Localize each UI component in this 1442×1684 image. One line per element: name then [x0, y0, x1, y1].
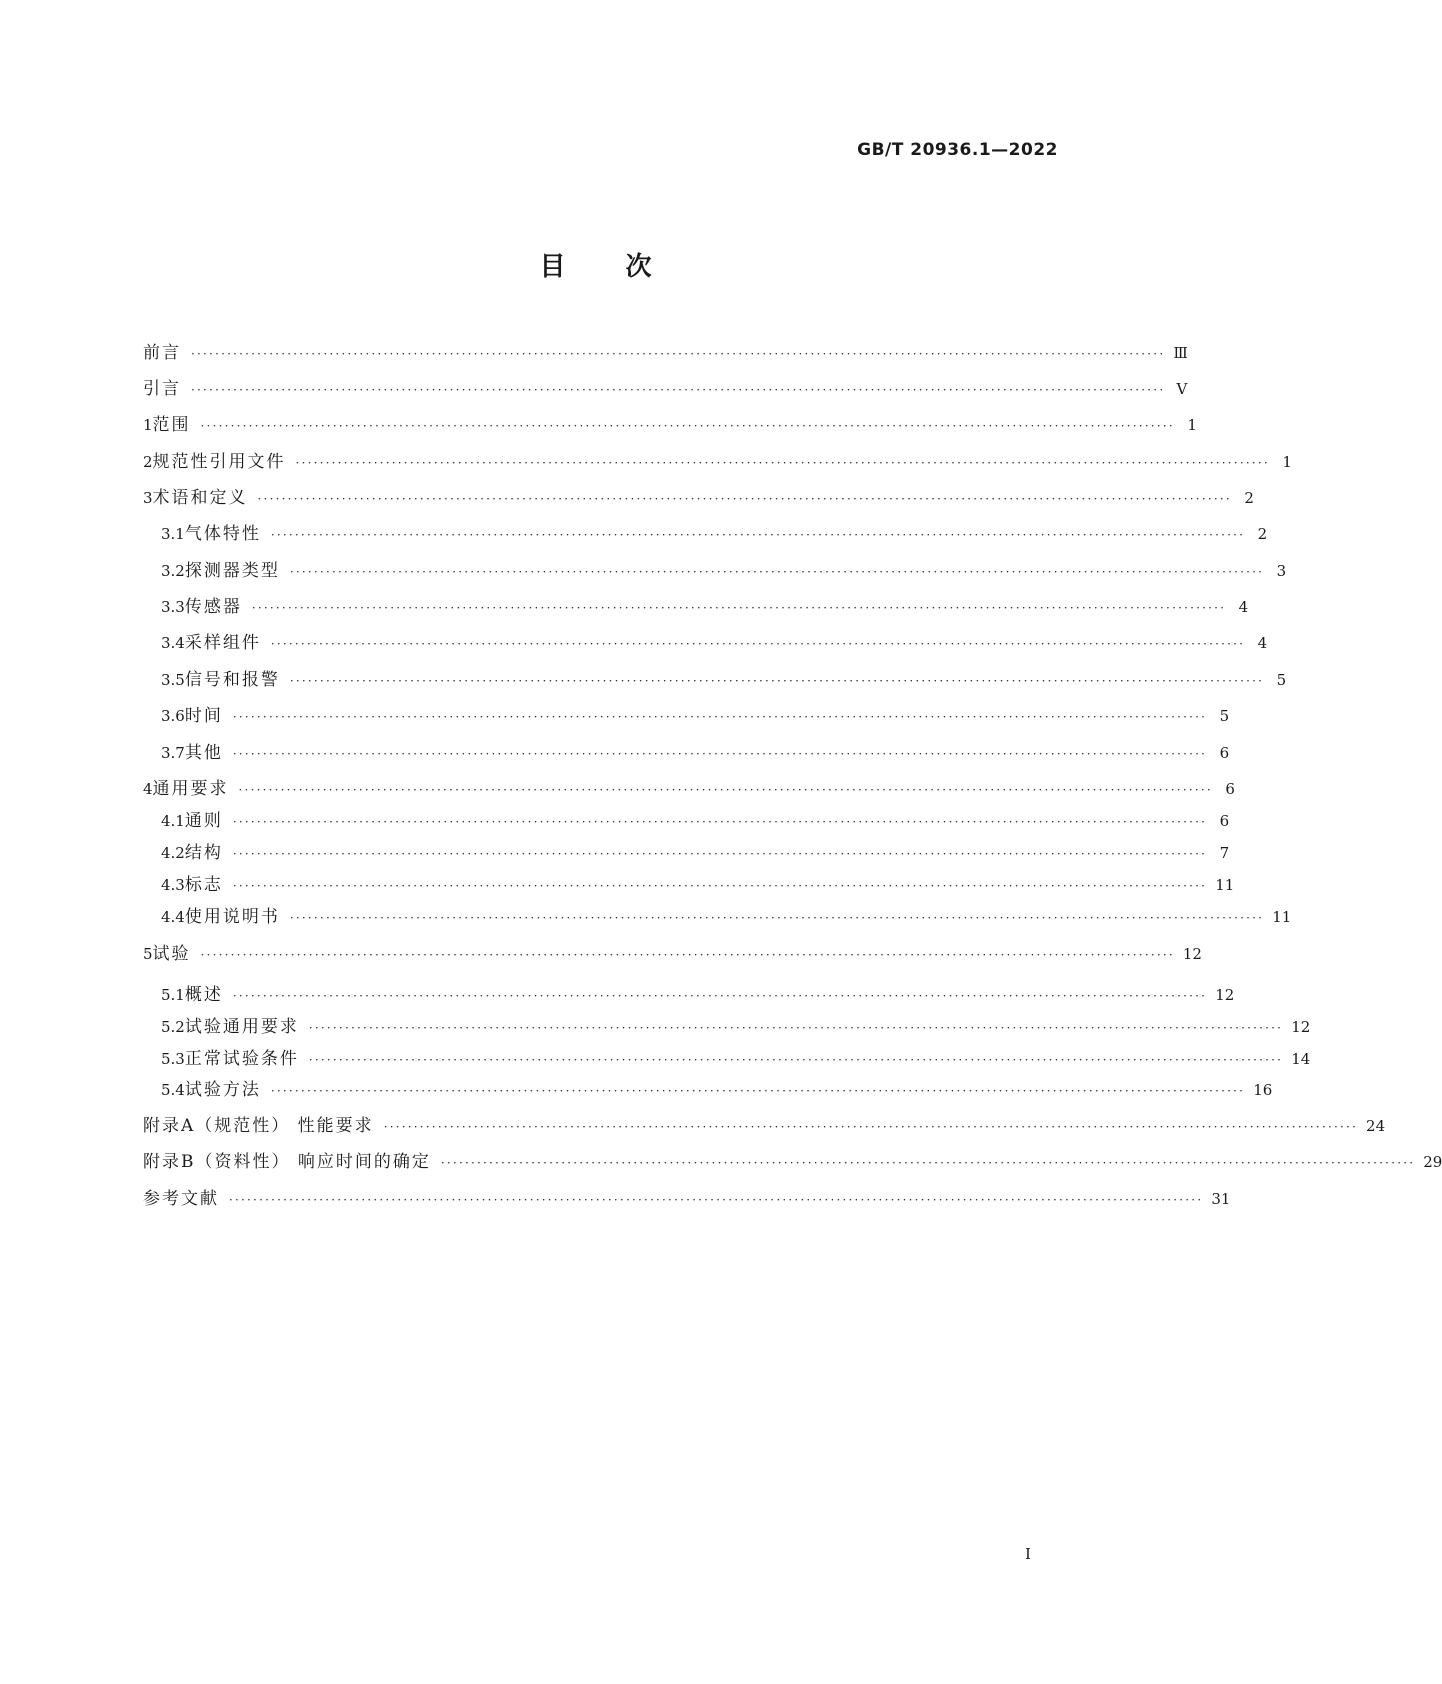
- dot-leader: ··································································································································································: [270, 1084, 1246, 1098]
- toc-entry-number: 3.3: [161, 598, 185, 616]
- toc-entry-page: 6: [1219, 744, 1230, 762]
- toc-entry-page: 14: [1291, 1050, 1311, 1068]
- dot-leader: ··································································································································································: [270, 528, 1246, 542]
- dot-leader: ··································································································································································: [232, 879, 1208, 893]
- page-number: I: [1025, 1545, 1031, 1563]
- toc-entry-label: 概述: [184, 985, 223, 1005]
- toc-entry-number: 3.6: [161, 707, 185, 725]
- toc-entry-label: 附录A（规范性） 性能要求: [143, 1116, 374, 1136]
- toc-entry-annex-b[interactable]: [143, 1149, 1442, 1175]
- toc-entry-page: 16: [1253, 1081, 1273, 1099]
- toc-entry-page: 1: [1282, 453, 1292, 471]
- toc-entry-label: 规范性引用文件: [152, 452, 286, 472]
- toc-entry-1[interactable]: [143, 412, 1197, 438]
- toc-entry-4-3[interactable]: [161, 872, 1235, 898]
- toc-entry-number: 4.4: [161, 908, 185, 926]
- toc-entry-page: 5: [1276, 671, 1287, 689]
- dot-leader: ··································································································································································: [232, 747, 1208, 761]
- toc-entry-label: 通用要求: [152, 779, 229, 799]
- toc-entry-number: 4.1: [161, 812, 185, 830]
- toc-entry-bibliography[interactable]: [143, 1186, 1231, 1212]
- dot-leader: ··································································································································································: [229, 1193, 1204, 1207]
- toc-entry-label: 气体特性: [184, 524, 261, 544]
- toc-entry-2[interactable]: [143, 449, 1292, 475]
- toc-entry-annex-a[interactable]: [143, 1113, 1386, 1139]
- standard-code: GB/T 20936.1—2022: [857, 140, 1058, 160]
- toc-entry-number: 2: [143, 453, 153, 471]
- toc-entry-3-6[interactable]: [161, 703, 1230, 729]
- dot-leader: ··································································································································································: [440, 1156, 1416, 1170]
- toc-entry-page: 31: [1211, 1190, 1231, 1208]
- toc-entry-label: 试验方法: [184, 1080, 261, 1100]
- toc-entry-page: 29: [1423, 1153, 1442, 1171]
- dot-leader: ··································································································································································: [308, 1053, 1284, 1067]
- dot-leader: ··································································································································································: [232, 847, 1208, 861]
- toc-entry-number: 5.4: [161, 1081, 185, 1099]
- toc-entry-number: 5: [143, 945, 153, 963]
- toc-entry-label: 标志: [184, 875, 223, 895]
- toc-entry-page: 6: [1225, 780, 1235, 798]
- dot-leader: ··································································································································································: [191, 347, 1166, 361]
- toc-entry-label: 参考文献: [143, 1189, 219, 1209]
- toc-entry-number: 5.3: [161, 1050, 185, 1068]
- toc-entry-number: 3.2: [161, 562, 185, 580]
- dot-leader: ··································································································································································: [308, 1021, 1284, 1035]
- toc-entry-page: Ⅲ: [1173, 344, 1188, 362]
- toc-entry-number: 4.3: [161, 876, 185, 894]
- toc-entry-number: 5.2: [161, 1018, 185, 1036]
- toc-entry-label: 术语和定义: [152, 488, 248, 508]
- toc-entry-page: 2: [1244, 489, 1254, 507]
- toc-entry-page: 2: [1257, 525, 1268, 543]
- toc-entry-page: 5: [1219, 707, 1230, 725]
- dot-leader: ··································································································································································: [295, 456, 1270, 470]
- toc-entry-label: 其他: [184, 743, 223, 763]
- toc-entry-number: 4.2: [161, 844, 185, 862]
- toc-entry-4-2[interactable]: [161, 840, 1230, 866]
- toc-entry-page: 1: [1187, 416, 1197, 434]
- toc-entry-3-3[interactable]: [161, 594, 1249, 620]
- toc-entry-4-4[interactable]: [161, 904, 1292, 930]
- toc-entry-foreword[interactable]: [143, 340, 1188, 366]
- toc-entry-page: 11: [1215, 876, 1235, 894]
- toc-entry-label: 信号和报警: [184, 670, 280, 690]
- toc-entry-label: 试验: [152, 944, 191, 964]
- dot-leader: ··································································································································································: [200, 948, 1175, 962]
- toc-entry-page: 4: [1257, 634, 1268, 652]
- toc-entry-5-1[interactable]: [161, 982, 1235, 1008]
- toc-entry-page: 7: [1219, 844, 1230, 862]
- toc-entry-label: 正常试验条件: [184, 1049, 299, 1069]
- toc-entry-number: 3: [143, 489, 153, 507]
- toc-entry-page: 12: [1182, 945, 1202, 963]
- dot-leader: ··································································································································································: [238, 783, 1213, 797]
- toc-entry-5-3[interactable]: [161, 1046, 1311, 1072]
- dot-leader: ··································································································································································: [270, 637, 1246, 651]
- toc-entry-page: 24: [1366, 1117, 1386, 1135]
- toc-entry-5-4[interactable]: [161, 1077, 1273, 1103]
- toc-entry-introduction[interactable]: [143, 376, 1188, 402]
- toc-entry-label: 前言: [143, 343, 181, 363]
- toc-entry-3-2[interactable]: [161, 558, 1287, 584]
- dot-leader: ··································································································································································: [289, 674, 1265, 688]
- toc-entry-number: 3.7: [161, 744, 185, 762]
- toc-entry-label: 通则: [184, 811, 223, 831]
- toc-entry-number: 5.1: [161, 986, 185, 1004]
- toc-entry-label: 结构: [184, 843, 223, 863]
- toc-entry-page: 6: [1219, 812, 1230, 830]
- toc-entry-label: 使用说明书: [184, 907, 280, 927]
- dot-leader: ··································································································································································: [191, 383, 1166, 397]
- dot-leader: ··································································································································································: [232, 815, 1208, 829]
- toc-entry-label: 试验通用要求: [184, 1017, 299, 1037]
- dot-leader: ··································································································································································: [257, 492, 1232, 506]
- toc-entry-number: 3.5: [161, 671, 185, 689]
- toc-entry-number: 3.1: [161, 525, 185, 543]
- dot-leader: ··································································································································································: [289, 565, 1265, 579]
- toc-entry-3-4[interactable]: [161, 630, 1268, 656]
- dot-leader: ··································································································································································: [289, 911, 1265, 925]
- toc-entry-number: 3.4: [161, 634, 185, 652]
- toc-entry-4[interactable]: [143, 776, 1235, 802]
- toc-entry-3-5[interactable]: [161, 667, 1287, 693]
- toc-entry-5[interactable]: [143, 941, 1202, 967]
- dot-leader: ··································································································································································: [232, 710, 1208, 724]
- toc-entry-3-1[interactable]: [161, 521, 1268, 547]
- dot-leader: ··································································································································································: [232, 989, 1208, 1003]
- toc-entry-label: 传感器: [184, 597, 242, 617]
- toc-entry-page: Ⅴ: [1176, 380, 1188, 398]
- toc-entry-label: 附录B（资料性） 响应时间的确定: [143, 1152, 431, 1172]
- toc-entry-4-1[interactable]: [161, 808, 1230, 834]
- toc-entry-3[interactable]: [143, 485, 1254, 511]
- toc-entry-page: 3: [1276, 562, 1287, 580]
- toc-entry-label: 引言: [143, 379, 181, 399]
- toc-entry-page: 12: [1215, 986, 1235, 1004]
- toc-entry-page: 4: [1238, 598, 1249, 616]
- toc-entry-number: 4: [143, 780, 153, 798]
- toc-entry-label: 采样组件: [184, 633, 261, 653]
- toc-entry-label: 时间: [184, 706, 223, 726]
- toc-entry-label: 探测器类型: [184, 561, 280, 581]
- toc-entry-5-2[interactable]: [161, 1014, 1311, 1040]
- dot-leader: ··································································································································································: [200, 419, 1175, 433]
- page-title: 目次: [539, 252, 712, 282]
- toc-entry-page: 11: [1272, 908, 1292, 926]
- dot-leader: ··································································································································································: [383, 1120, 1359, 1134]
- toc-entry-page: 12: [1291, 1018, 1311, 1036]
- toc-entry-number: 1: [143, 416, 153, 434]
- dot-leader: ··································································································································································: [251, 601, 1227, 615]
- toc-entry-3-7[interactable]: [161, 740, 1230, 766]
- toc-entry-label: 范围: [152, 415, 191, 435]
